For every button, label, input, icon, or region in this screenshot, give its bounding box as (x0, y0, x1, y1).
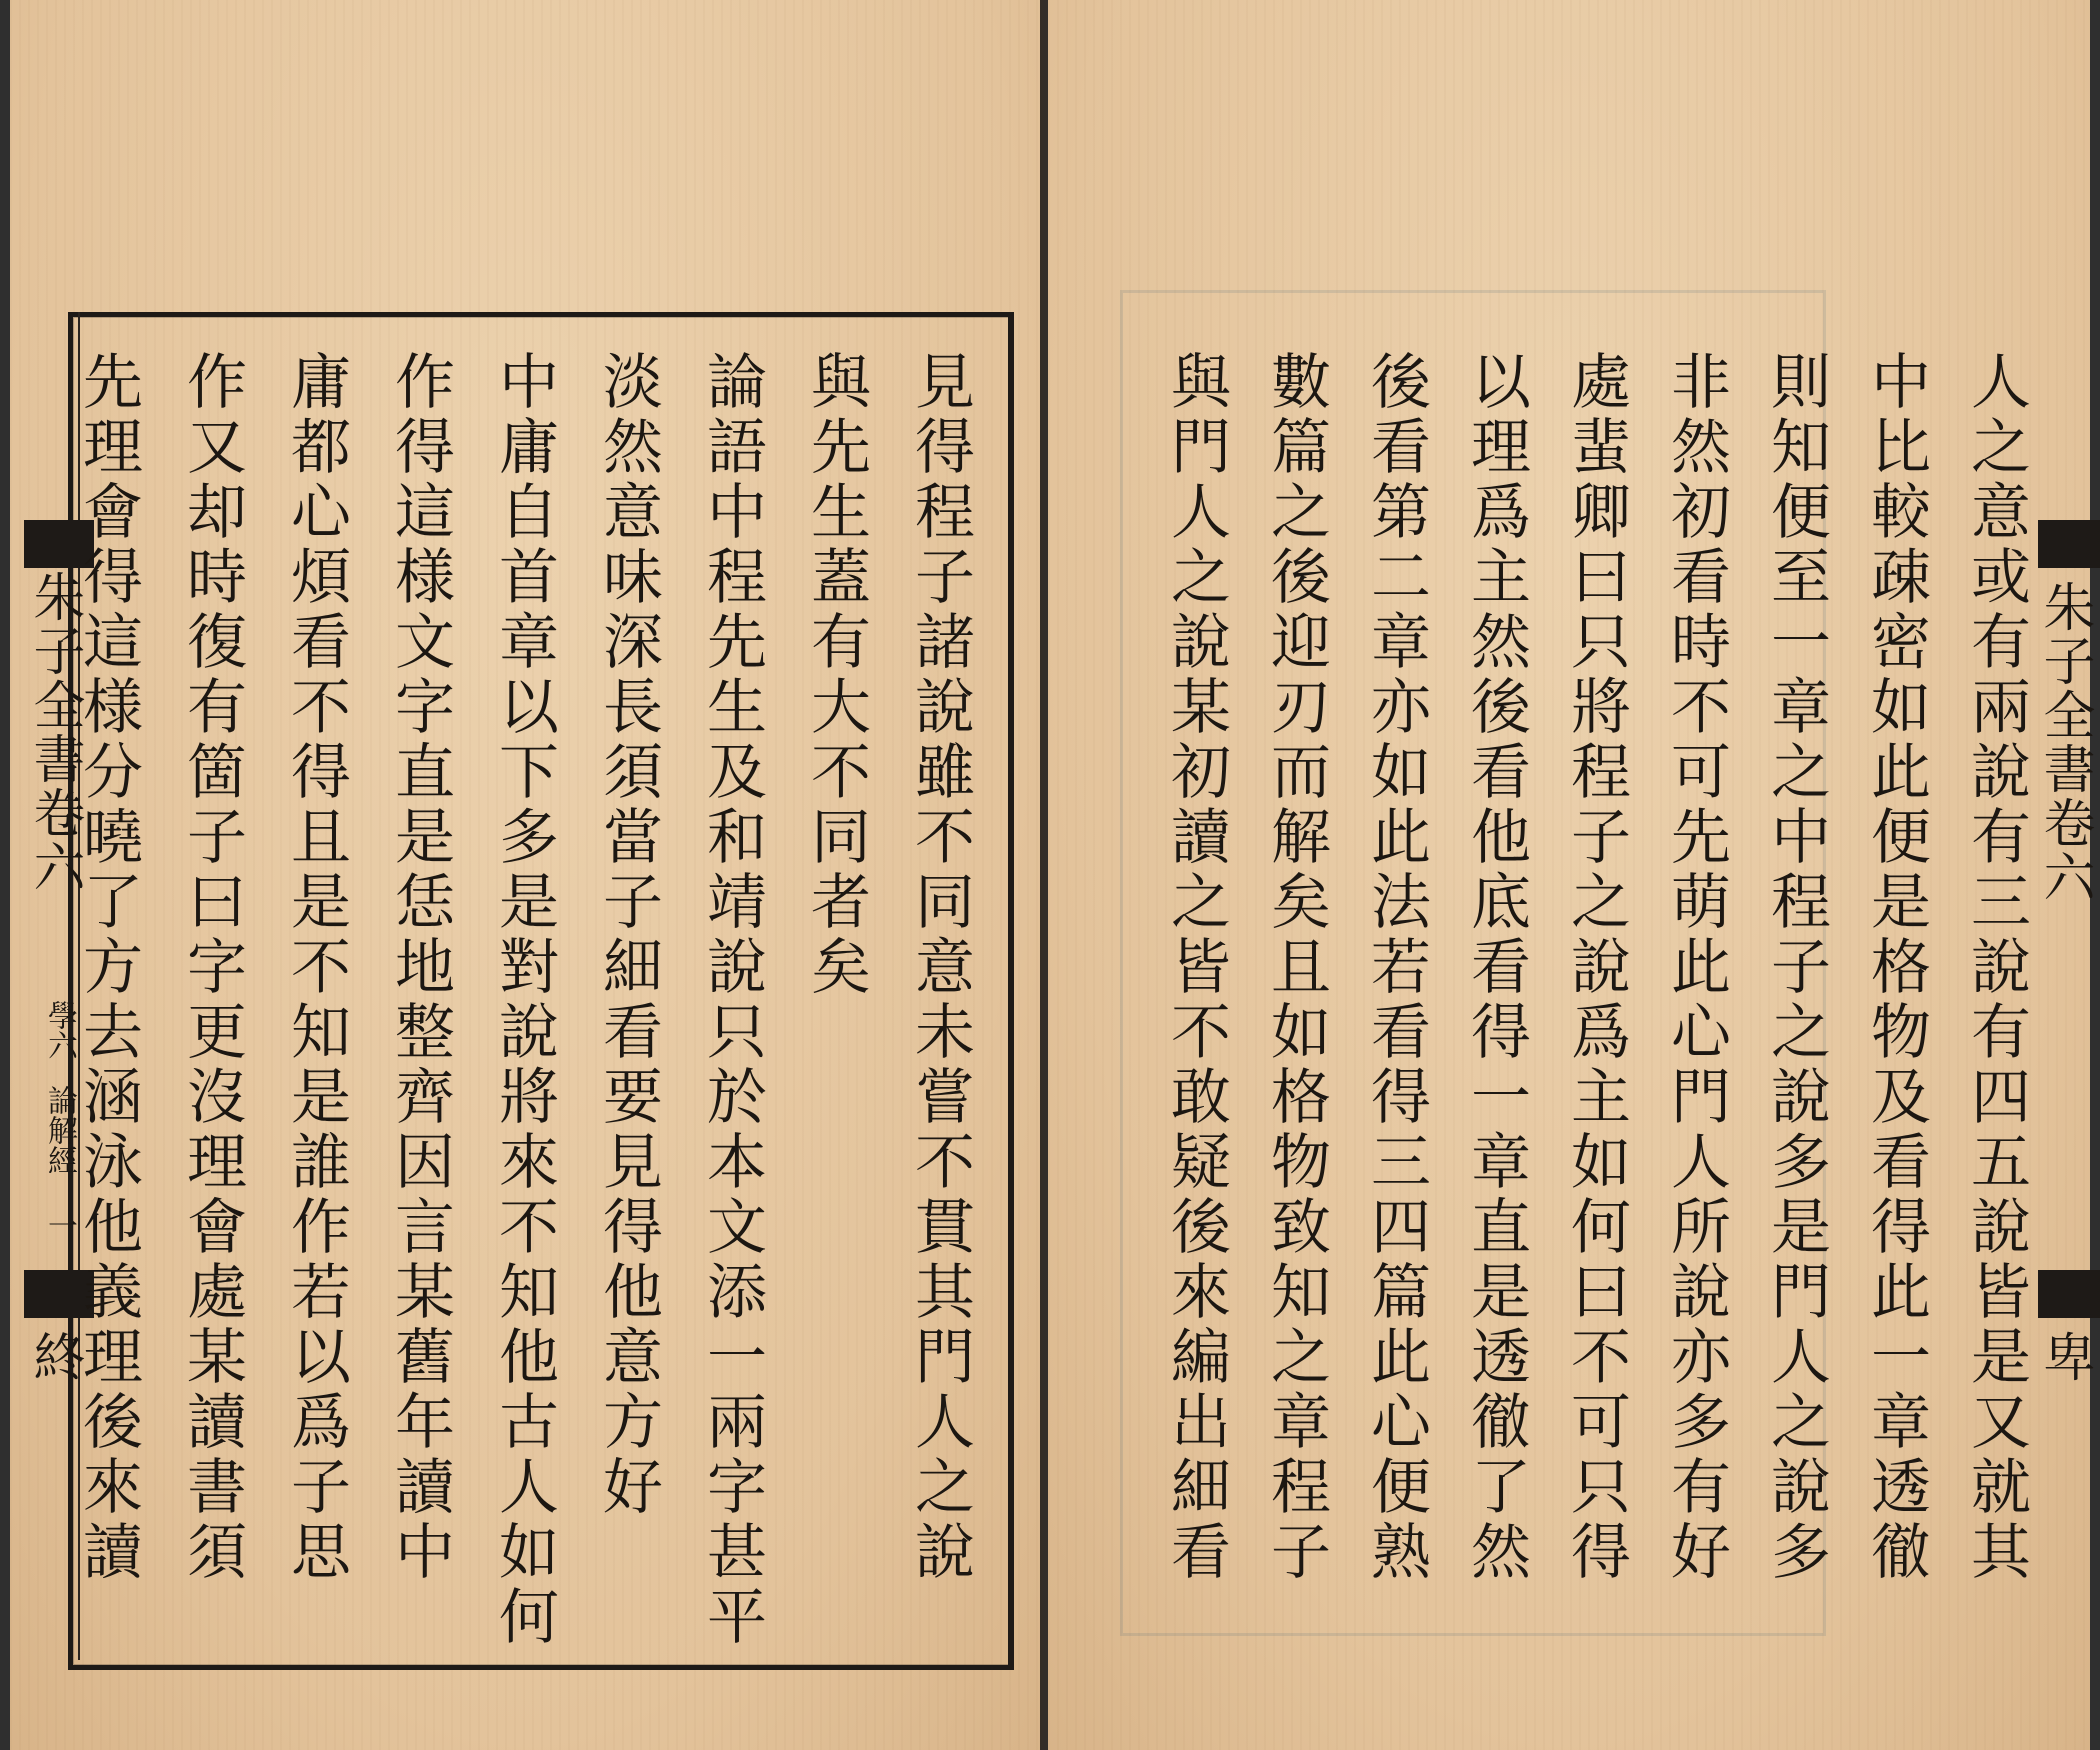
text-column: 數篇之後迎刃而解矣且如格物致知之章程子 (1261, 350, 1331, 1585)
text-column: 作又却時復有箇子曰字更沒理會處某讀書須 (177, 350, 247, 1585)
text-column: 以理爲主然後看他底看得一章直是透徹了然 (1461, 350, 1531, 1585)
text-column: 非然初看時不可先萌此心門人所說亦多有好 (1661, 350, 1731, 1585)
text-column: 與門人之說某初讀之皆不敢疑後來編出細看 (1161, 350, 1231, 1585)
right-page (1048, 0, 2094, 1750)
text-column: 論語中程先生及和靖說只於本文添一兩字甚平 (697, 350, 767, 1650)
strip-page-number: 一 (42, 1210, 77, 1240)
text-column: 後看第二章亦如此法若看得三四篇此心便熟 (1361, 350, 1431, 1585)
edge-title: 朱子全書卷六 (2034, 580, 2094, 904)
text-column: 庸都心煩看不得且是不知是誰作若以爲子思 (281, 350, 351, 1585)
edge-fold-char: 卑 (2034, 1330, 2094, 1384)
edge-lower-fish-tail (2038, 1270, 2100, 1318)
text-column: 與先生蓋有大不同者矣 (801, 350, 871, 1000)
text-column: 中比較疎密如此便是格物及看得此一章透徹 (1861, 350, 1931, 1585)
edge-fish-tail (2038, 520, 2100, 568)
strip-fold-char: 終 (24, 1330, 84, 1384)
left-page (10, 0, 1040, 1750)
strip-section: 學六 (42, 1000, 77, 1060)
strip-subsection: 論解經 (42, 1085, 77, 1175)
left-page-border-line (1008, 317, 1011, 1665)
text-column: 則知便至一章之中程子之說多是門人之說多 (1761, 350, 1831, 1585)
text-column: 作得這様文字直是恁地整齊因言某舊年讀中 (385, 350, 455, 1585)
strip-title: 朱子全書卷六 (24, 570, 84, 894)
text-column: 處蜚卿曰只將程子之說爲主如何曰不可只得 (1561, 350, 1631, 1585)
text-column: 見得程子諸說雖不同意未嘗不貫其門人之說 (905, 350, 975, 1585)
text-column: 中庸自首章以下多是對說將來不知他古人如何 (489, 350, 559, 1650)
text-column: 人之意或有兩說有三說有四五說皆是又就其 (1961, 350, 2031, 1585)
text-column: 淡然意味深長須當子細看要見得他意方好 (593, 350, 663, 1520)
text-column: 先理會得這様分曉了方去涵泳他義理後來讀 (73, 350, 143, 1585)
